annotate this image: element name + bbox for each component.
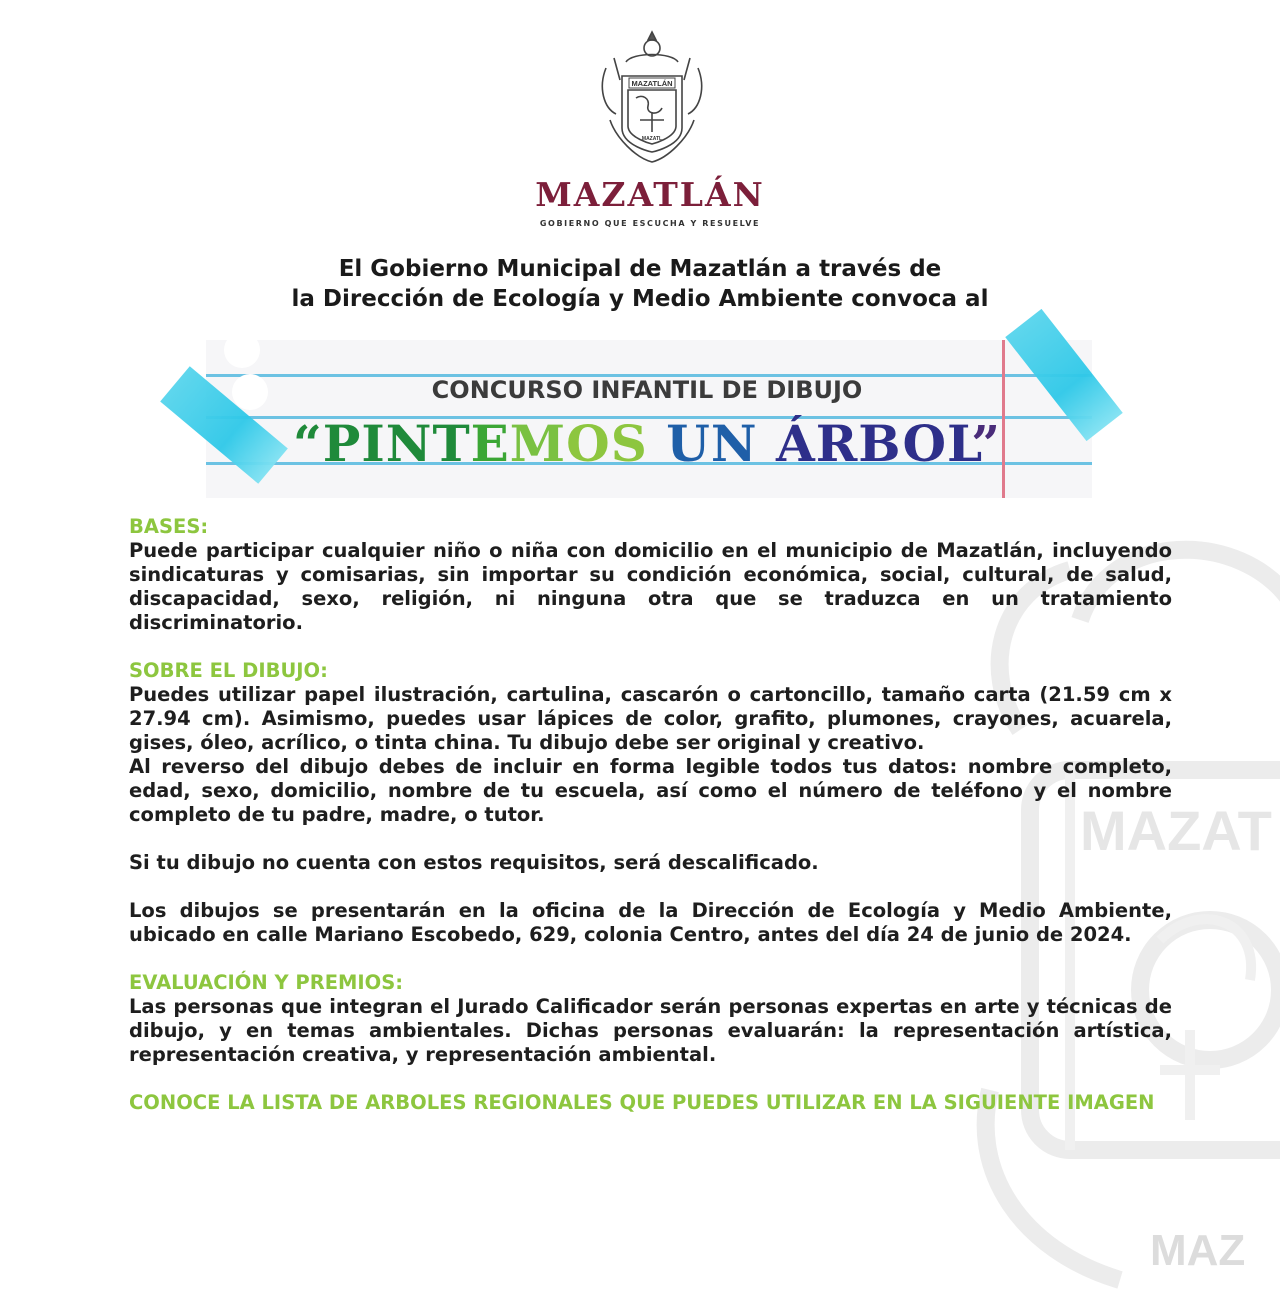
bases-heading: BASES: xyxy=(129,515,209,538)
paper-hole xyxy=(224,332,260,368)
watermark-text-top: MAZAT xyxy=(1080,799,1272,862)
brand-name: MAZATLÁN xyxy=(535,175,765,214)
intro-line-1: El Gobierno Municipal de Mazatlán a través de xyxy=(338,256,942,282)
dibujo-text-2: Al reverso del dibujo debes de incluir en forma legible todos tus datos: nombre completo, edad, sexo, domicilio, nombre de tu escuela, así como el número de teléfono y el nombre completo de tu padre, madre, o tutor. xyxy=(129,755,1172,826)
evaluacion-heading: EVALUACIÓN Y PREMIOS: xyxy=(129,971,404,994)
brand-tagline: GOBIERNO QUE ESCUCHA Y RESUELVE xyxy=(539,219,761,228)
title-part: ” xyxy=(971,414,1001,473)
document-body xyxy=(129,515,1172,1115)
title-part: M xyxy=(509,414,567,473)
crest-footer: MAZATL xyxy=(641,136,663,142)
mazatlan-crest-logo xyxy=(596,28,708,166)
dibujo-heading: SOBRE EL DIBUJO: xyxy=(129,659,328,682)
watermark-text-bottom: MAZ xyxy=(1150,1226,1246,1275)
contest-subtitle: CONCURSO INFANTIL DE DIBUJO xyxy=(431,376,863,404)
cta-text: CONOCE LA LISTA DE ARBOLES REGIONALES QUE PUEDES UTILIZAR EN LA SIGUIENTE IMAGEN xyxy=(129,1091,1155,1114)
requisitos-text: Si tu dibujo no cuenta con estos requisitos, será descalificado. xyxy=(129,851,819,874)
title-part: OS xyxy=(566,414,648,473)
intro-line-2: la Dirección de Ecología y Medio Ambiente convoca al xyxy=(291,286,989,312)
bases-text: Puede participar cualquier niño o niña con domicilio en el municipio de Mazatlán, incluyendo sindicaturas y comisarias, sin importar su condición económica, social, cultural, de salud, discapacidad, sexo, religión, ni ninguna otra que se traduzca en un tratamiento discriminatorio. xyxy=(129,539,1172,634)
crest-label: MAZATLÁN xyxy=(631,79,673,88)
evaluacion-text: Las personas que integran el Jurado Calificador serán personas expertas en arte y técnicas de dibujo, y en temas ambientales. Dichas personas evaluarán: la representación artística, representación creativa, y representación ambiental. xyxy=(129,995,1172,1066)
title-part: “PINT xyxy=(293,414,471,473)
dibujo-text-1: Puedes utilizar papel ilustración, cartulina, cascarón o cartoncillo, tamaño carta (21.59 cm x 27.94 cm). Asimismo, puedes usar lápices de color, grafito, plumones, crayones, acuarela, gises, óleo, acrílico, o tinta china. Tu dibujo debe ser original y creativo. xyxy=(129,683,1172,754)
title-part: UN xyxy=(647,414,776,473)
intro-heading xyxy=(0,254,1280,314)
entrega-text: Los dibujos se presentarán en la oficina de la Dirección de Ecología y Medio Ambiente, ubicado en calle Mariano Escobedo, 629, colonia Centro, antes del día 24 de junio de 2024. xyxy=(129,899,1172,946)
contest-title xyxy=(0,414,1280,473)
title-part: ÁRBOL xyxy=(775,414,972,473)
title-part: E xyxy=(470,414,510,473)
